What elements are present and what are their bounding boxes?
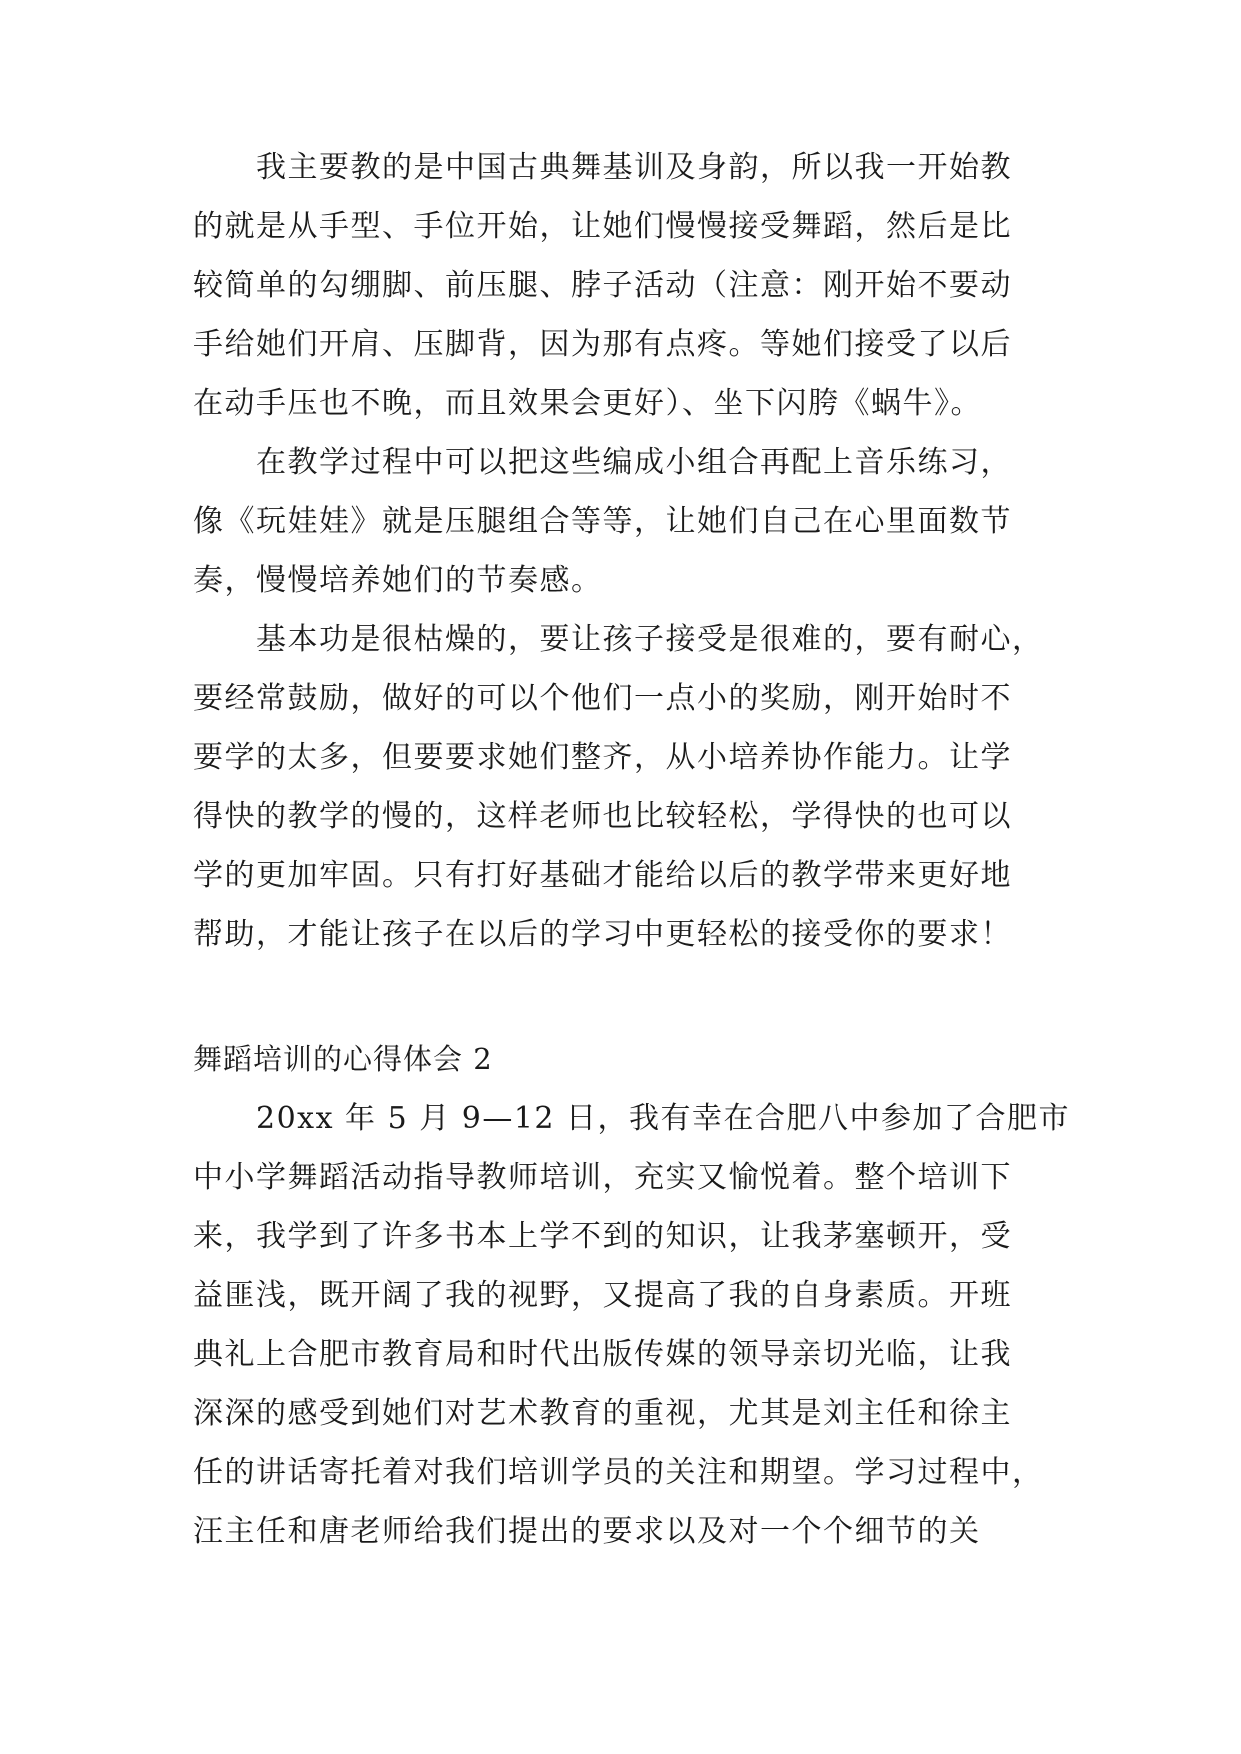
text-line: 在教学过程中可以把这些编成小组合再配上音乐练习， [193, 445, 1012, 480]
text-line: 深深的感受到她们对艺术教育的重视，尤其是刘主任和徐主 [193, 1396, 1012, 1431]
text-line: 我主要教的是中国古典舞基训及身韵，所以我一开始教 [193, 150, 1012, 185]
text-line: 要经常鼓励，做好的可以个他们一点小的奖励，刚开始时不 [193, 681, 1012, 716]
text-line: 学的更加牢固。只有打好基础才能给以后的教学带来更好地 [193, 858, 1012, 893]
text-line: 手给她们开肩、压脚背，因为那有点疼。等她们接受了以后 [193, 327, 1012, 362]
text-line: 得快的教学的慢的，这样老师也比较轻松，学得快的也可以 [193, 799, 1012, 834]
text-line: 20xx 年 5 月 9—12 日，我有幸在合肥八中参加了合肥市 [193, 1101, 1071, 1136]
paragraph [193, 1089, 1071, 1561]
text-line: 像《玩娃娃》就是压腿组合等等，让她们自己在心里面数节 [193, 504, 1012, 539]
paragraph [193, 610, 1053, 964]
text-line: 中小学舞蹈活动指导教师培训，充实又愉悦着。整个培训下 [193, 1160, 1012, 1195]
text-line: 任的讲话寄托着对我们培训学员的关注和期望。学习过程中， [193, 1455, 1044, 1490]
text-line: 来，我学到了许多书本上学不到的知识，让我茅塞顿开，受 [193, 1219, 1012, 1254]
top-text-block [193, 138, 1053, 964]
text-line: 奏，慢慢培养她们的节奏感。 [193, 563, 603, 598]
bottom-text-block [193, 1089, 1071, 1561]
text-line: 在动手压也不晚，而且效果会更好）、坐下闪胯《蜗牛》。 [193, 386, 982, 421]
section-heading: 舞蹈培训的心得体会 2 [193, 1042, 493, 1076]
text-line: 帮助，才能让孩子在以后的学习中更轻松的接受你的要求！ [193, 917, 1012, 952]
text-line: 的就是从手型、手位开始，让她们慢慢接受舞蹈，然后是比 [193, 209, 1012, 244]
text-line: 汪主任和唐老师给我们提出的要求以及对一个个细节的关 [193, 1514, 981, 1549]
text-line: 要学的太多，但要要求她们整齐，从小培养协作能力。让学 [193, 740, 1012, 775]
text-line: 较简单的勾绷脚、前压腿、脖子活动（注意：刚开始不要动 [193, 268, 1012, 303]
paragraph [193, 433, 1053, 610]
section-heading-block [193, 1030, 1053, 1089]
text-line: 基本功是很枯燥的，要让孩子接受是很难的，要有耐心， [193, 622, 1044, 657]
text-line: 益匪浅，既开阔了我的视野，又提高了我的自身素质。开班 [193, 1278, 1012, 1313]
paragraph [193, 138, 1053, 433]
text-line: 典礼上合肥市教育局和时代出版传媒的领导亲切光临，让我 [193, 1337, 1012, 1372]
